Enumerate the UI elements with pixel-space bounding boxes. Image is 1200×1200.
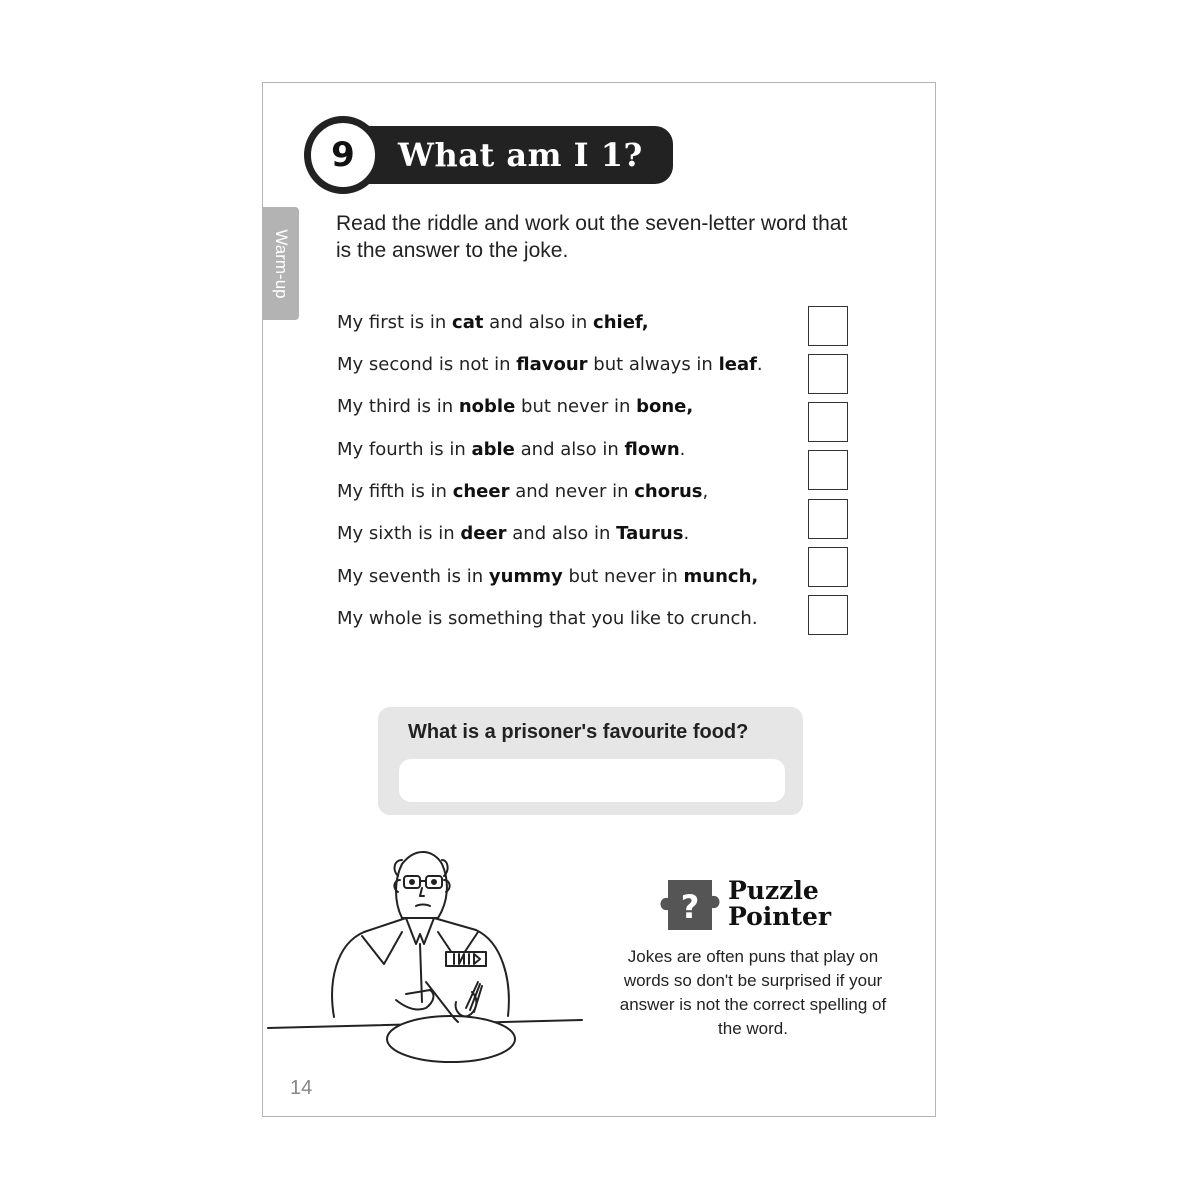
puzzle-title: What am I 1? (398, 136, 643, 174)
riddle-text: My sixth is in (337, 523, 461, 544)
riddle-keyword: noble (458, 396, 516, 417)
riddle-line (337, 566, 758, 587)
riddle-text: but never in (515, 396, 637, 417)
riddle-keyword: Taurus (616, 523, 684, 544)
letter-box[interactable] (808, 595, 848, 635)
riddle-line (337, 608, 758, 629)
puzzle-number: 9 (331, 135, 355, 175)
riddle-keyword: cat (452, 312, 484, 333)
page-number: 14 (290, 1077, 313, 1099)
puzzle-pointer-title (728, 878, 831, 930)
letter-box[interactable] (808, 402, 848, 442)
joke-question: What is a prisoner's favourite food? (408, 721, 749, 743)
riddle-keyword: leaf (718, 354, 757, 375)
svg-text:?: ? (680, 888, 700, 926)
riddle-keyword: cheer (452, 481, 510, 502)
puzzle-pointer-body: Jokes are often puns that play on words so don't be surprised if your answer is not the correct spelling of the word. (619, 947, 887, 1038)
section-tab (263, 207, 299, 320)
joke-answer-field[interactable] (399, 759, 785, 802)
riddle-text: , (702, 481, 709, 502)
riddle-line (337, 523, 689, 544)
riddle-line (337, 354, 763, 375)
riddle-text: and also in (514, 439, 625, 460)
riddle-keyword: chief, (593, 312, 649, 333)
letter-box[interactable] (808, 354, 848, 394)
instructions: Read the riddle and work out the seven-letter word that is the answer to the joke. (336, 212, 848, 262)
riddle-keyword: yummy (488, 566, 563, 587)
section-tab-label: Warm-up (272, 228, 291, 299)
riddle-keyword: able (471, 439, 515, 460)
riddle-text: but always in (587, 354, 719, 375)
riddle-line (337, 396, 693, 417)
riddle-keyword: flown (624, 439, 680, 460)
riddle-text: but never in (562, 566, 684, 587)
prisoner-eating-illustration (266, 832, 596, 1082)
riddle-text: and also in (506, 523, 617, 544)
puzzle-pointer-title-line1: Puzzle (728, 876, 819, 905)
puzzle-pointer-title-line2: Pointer (728, 902, 832, 931)
riddle-line (337, 439, 685, 460)
puzzle-piece-question-icon (656, 874, 724, 936)
riddle-line (337, 312, 649, 333)
riddle-text: and never in (509, 481, 635, 502)
riddle-text: My whole is something that you like to crunch. (337, 608, 758, 629)
letter-box[interactable] (808, 499, 848, 539)
riddle-keyword: chorus (634, 481, 703, 502)
riddle-line (337, 481, 708, 502)
puzzle-number-badge (304, 116, 382, 194)
letter-box[interactable] (808, 547, 848, 587)
riddle-text: My third is in (337, 396, 459, 417)
letter-box[interactable] (808, 306, 848, 346)
riddle-text: My fourth is in (337, 439, 472, 460)
riddle-text: My first is in (337, 312, 453, 333)
riddle-text: and also in (483, 312, 594, 333)
letter-box[interactable] (808, 450, 848, 490)
riddle-keyword: deer (460, 523, 507, 544)
riddle-text: My seventh is in (337, 566, 489, 587)
riddle-text: . (679, 439, 686, 460)
riddle-text: . (683, 523, 690, 544)
riddle-keyword: munch, (683, 566, 759, 587)
riddle-text: My second is not in (337, 354, 517, 375)
riddle-keyword: flavour (516, 354, 588, 375)
riddle-text: . (756, 354, 763, 375)
riddle-keyword: bone, (636, 396, 694, 417)
riddle-text: My fifth is in (337, 481, 453, 502)
